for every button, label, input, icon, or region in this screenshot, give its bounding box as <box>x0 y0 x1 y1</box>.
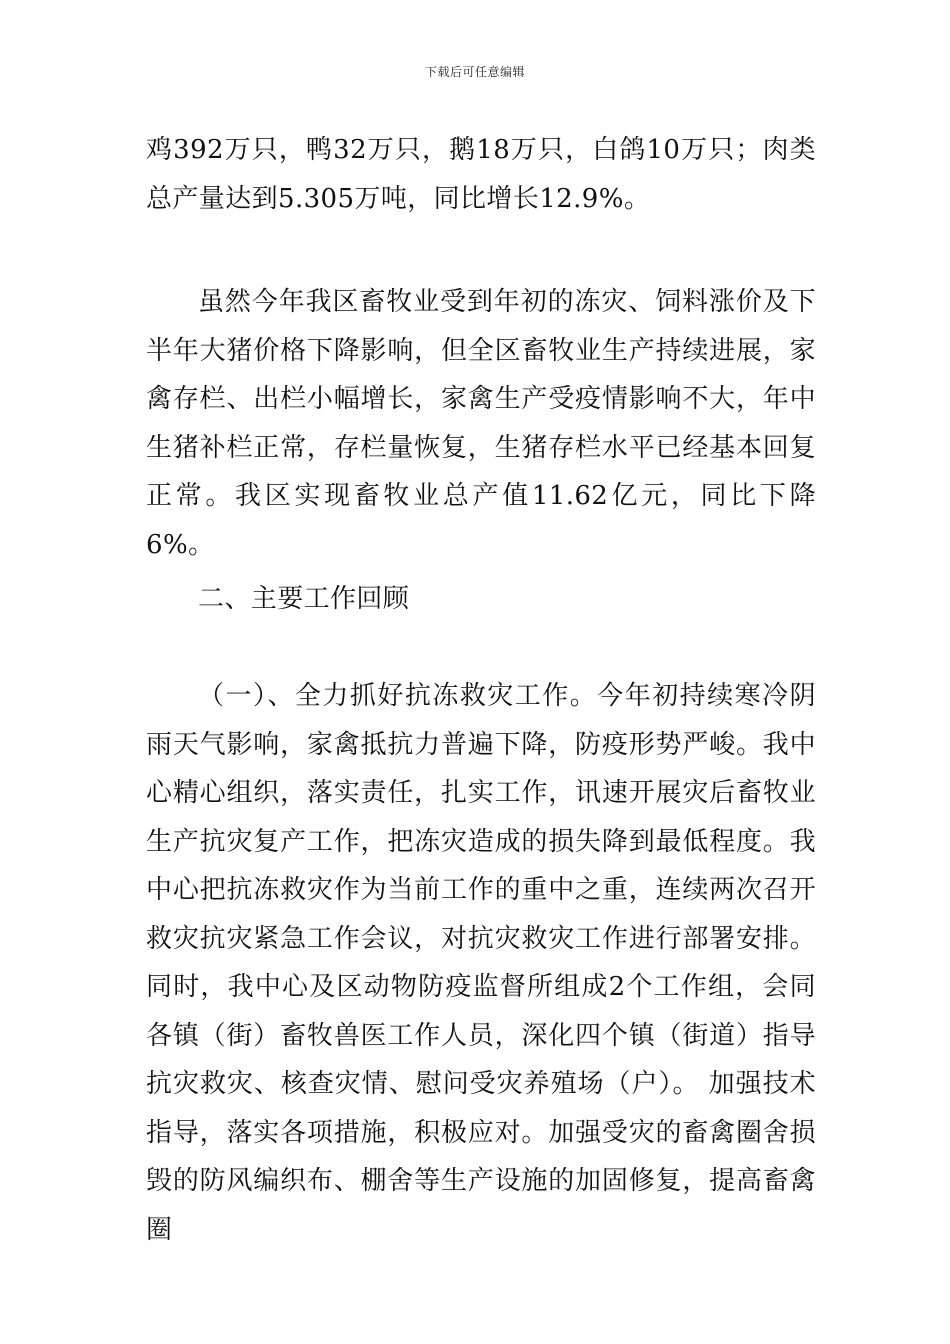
page-header: 下载后可任意编辑 <box>424 65 525 79</box>
paragraph-animal-husbandry-summary: 虽然今年我区畜牧业受到年初的冻灾、饲料涨价及下半年大猪价格下降影响，但全区畜牧业生产持续进展，家禽存栏、出栏小幅增长，家禽生产受疫情影响不大，年中生猪补栏正常，存栏量恢复，生猪存栏水平已经基本回复正常。我区实现畜牧业总产值11.62亿元，同比下降6%。 <box>146 287 816 560</box>
section-heading-main-work-review: 二、主要工作回顾 <box>198 584 410 614</box>
paragraph-disaster-relief-work: （一）、全力抓好抗冻救灾工作。今年初持续寒冷阴雨天气影响，家禽抵抗力普遍下降，防疫形势严峻。我中心精心组织，落实责任，扎实工作，讯速开展灾后畜牧业生产抗灾复产工作，把冻灾造成的损失降到最低程度。我中心把抗冻救灾作为当前工作的重中之重，连续两次召开救灾抗灾紧急工作会议，对抗灾救灾工作进行部署安排。同时，我中心及区动物防疫监督所组成2个工作组，会同各镇（街）畜牧兽医工作人员，深化四个镇（街道）指导抗灾救灾、核查灾情、慰问受灾养殖场（户）。 加强技术指导，落实各项措施，积极应对。加强受灾的畜禽圈舍损毁的防风编织布、棚舍等生产设施的加固修复，提高畜禽圈 <box>146 681 816 1245</box>
paragraph-livestock-output: 鸡392万只，鸭32万只，鹅18万只，白鸽10万只；肉类总产量达到5.305万吨，同比增长12.9%。 <box>146 135 816 214</box>
